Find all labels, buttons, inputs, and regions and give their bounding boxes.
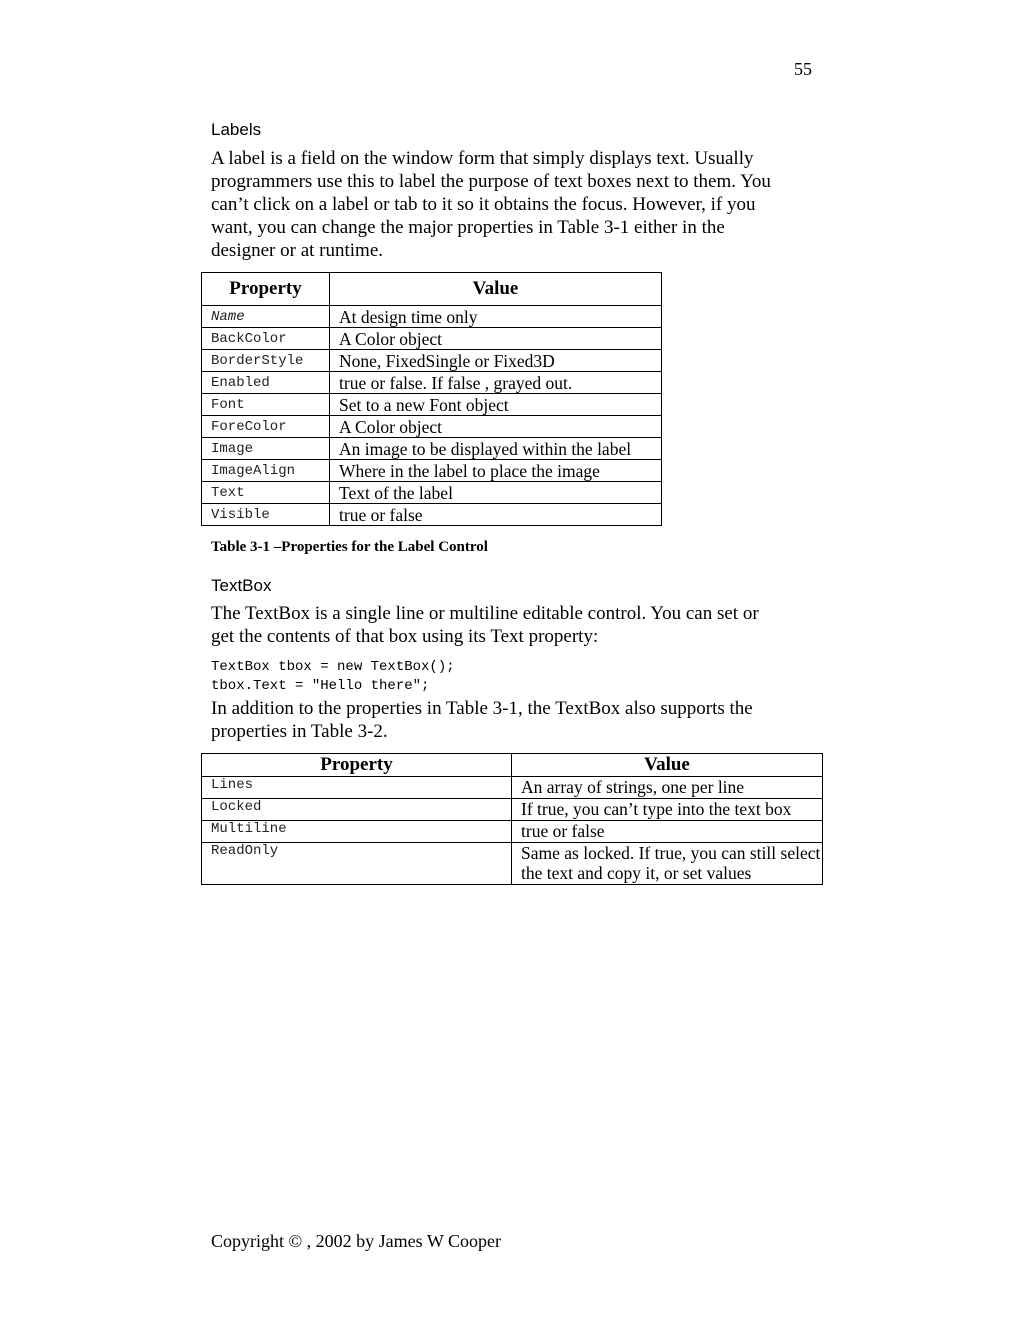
value-cell: At design time only <box>330 306 662 328</box>
table-row <box>202 843 823 885</box>
property-cell: BackColor <box>202 328 330 350</box>
property-cell: Locked <box>202 799 512 821</box>
code-block <box>211 658 455 696</box>
value-cell: If true, you can’t type into the text box <box>512 799 823 821</box>
property-cell: Font <box>202 394 330 416</box>
value-cell: An image to be displayed within the label <box>330 438 662 460</box>
page-number: 55 <box>794 59 812 79</box>
property-cell: ReadOnly <box>202 843 512 885</box>
property-cell: Image <box>202 438 330 460</box>
property-cell: Lines <box>202 777 512 799</box>
value-cell: true or false <box>330 504 662 526</box>
table-header-row <box>202 273 662 306</box>
paragraph-line: The TextBox is a single line or multiline editable control. You can set or <box>211 603 759 624</box>
value-cell: Text of the label <box>330 482 662 504</box>
value-cell: true or false. If false , grayed out. <box>330 372 662 394</box>
table-row <box>202 350 662 372</box>
value-cell: Set to a new Font object <box>330 394 662 416</box>
textbox-paragraph <box>211 602 811 648</box>
table-row <box>202 416 662 438</box>
table-row <box>202 799 823 821</box>
table-row <box>202 372 662 394</box>
table-header-row <box>202 754 823 777</box>
value-cell: A Color object <box>330 328 662 350</box>
property-cell: Multiline <box>202 821 512 843</box>
table-caption: Table 3-1 –Properties for the Label Control <box>211 539 488 555</box>
paragraph-line: designer or at runtime. <box>211 240 384 261</box>
table-row <box>202 438 662 460</box>
code-line: tbox.Text = "Hello there"; <box>211 678 430 694</box>
paragraph-line: can’t click on a label or tab to it so it obtains the focus. However, if you <box>211 194 756 215</box>
table-row <box>202 821 823 843</box>
section-heading-labels: Labels <box>211 120 262 139</box>
table-row <box>202 306 662 328</box>
code-line: TextBox tbox = new TextBox(); <box>211 659 455 675</box>
table-row <box>202 328 662 350</box>
column-header-value: Value <box>512 754 823 777</box>
labels-paragraph <box>211 147 811 262</box>
value-cell: Same as locked. If true, you can still select the text and copy it, or set values <box>512 843 823 885</box>
paragraph-line: get the contents of that box using its Text property: <box>211 626 599 647</box>
value-cell: true or false <box>512 821 823 843</box>
table-row <box>202 482 662 504</box>
paragraph-line: want, you can change the major properties in Table 3-1 either in the <box>211 217 725 238</box>
section-heading-textbox: TextBox <box>211 576 272 595</box>
property-cell: Visible <box>202 504 330 526</box>
textbox-paragraph-2 <box>211 697 811 743</box>
copyright-footer: Copyright © , 2002 by James W Cooper <box>211 1231 501 1251</box>
paragraph-line: properties in Table 3-2. <box>211 721 388 742</box>
property-cell: Text <box>202 482 330 504</box>
paragraph-line: A label is a field on the window form that simply displays text. Usually <box>211 148 754 169</box>
column-header-property: Property <box>202 754 512 777</box>
column-header-property: Property <box>202 273 330 306</box>
paragraph-line: programmers use this to label the purpose of text boxes next to them. You <box>211 171 771 192</box>
property-cell: Name <box>202 306 330 328</box>
column-header-value: Value <box>330 273 662 306</box>
table-row <box>202 460 662 482</box>
paragraph-line: In addition to the properties in Table 3-1, the TextBox also supports the <box>211 698 753 719</box>
table-row <box>202 394 662 416</box>
value-cell: None, FixedSingle or Fixed3D <box>330 350 662 372</box>
table-row <box>202 777 823 799</box>
value-cell: A Color object <box>330 416 662 438</box>
value-cell: Where in the label to place the image <box>330 460 662 482</box>
label-properties-table <box>201 272 662 526</box>
textbox-properties-table <box>201 753 823 885</box>
property-cell: ImageAlign <box>202 460 330 482</box>
value-cell: An array of strings, one per line <box>512 777 823 799</box>
property-cell: BorderStyle <box>202 350 330 372</box>
property-cell: Enabled <box>202 372 330 394</box>
table-row <box>202 504 662 526</box>
property-cell: ForeColor <box>202 416 330 438</box>
